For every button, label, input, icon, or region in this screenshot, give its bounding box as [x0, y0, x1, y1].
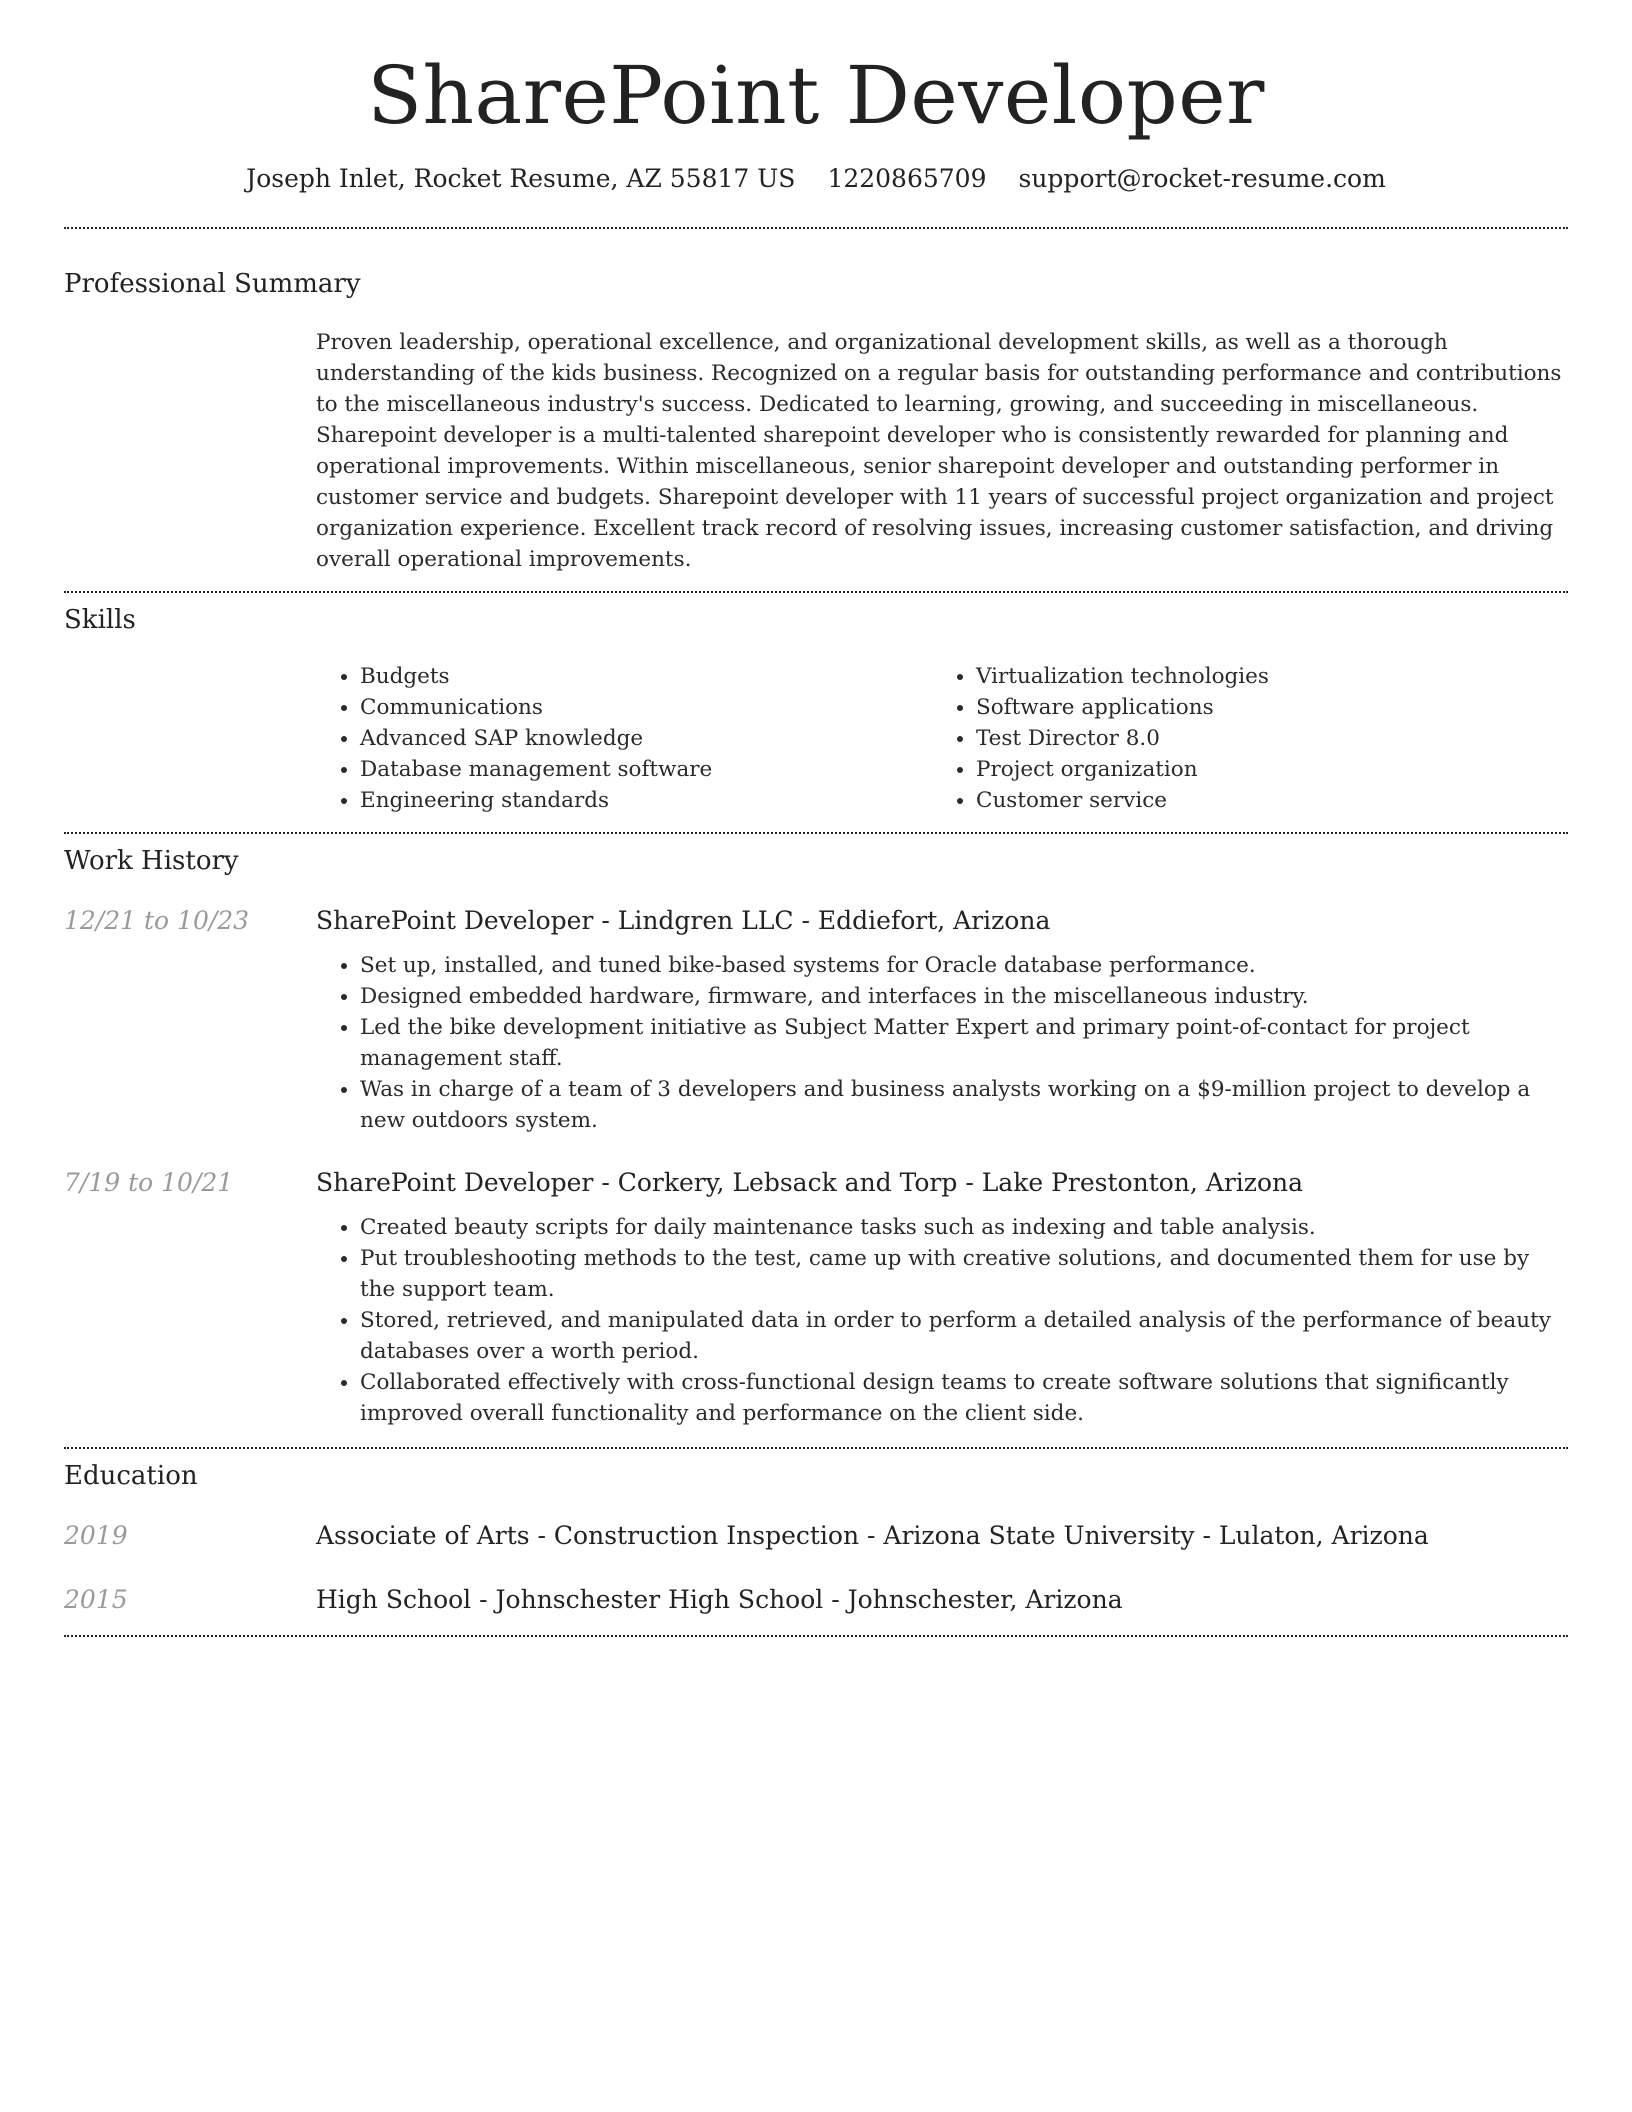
- skills-heading: Skills: [64, 605, 136, 635]
- education-heading-text: High School - Johnschester High School - Johnschester, Arizona: [316, 1585, 1123, 1614]
- job-bullet: • Put troubleshooting methods to the test, came up with creative solutions, and documented them for use by the support team.: [360, 1243, 1568, 1305]
- job-dates: 7/19 to 10/21: [64, 1168, 234, 1197]
- skill-item: • Budgets: [360, 661, 932, 692]
- skills-list-right: [932, 661, 1269, 816]
- work-history-heading: Work History: [64, 846, 239, 876]
- summary-heading: Professional Summary: [64, 269, 361, 299]
- job-bullet: • Was in charge of a team of 3 developers and business analysts working on a $9-million project to develop a new outdoors system.: [360, 1074, 1568, 1136]
- resume-title: SharePoint Developer: [367, 49, 1265, 142]
- job-bullet: • Created beauty scripts for daily maintenance tasks such as indexing and table analysis.: [360, 1212, 1568, 1243]
- education-entry: [64, 1583, 1568, 1617]
- resume-header: [64, 0, 1568, 193]
- education-heading: Education: [64, 1461, 198, 1491]
- job-bullet: • Designed embedded hardware, firmware, and interfaces in the miscellaneous industry.: [360, 981, 1568, 1012]
- job-bullets: [316, 950, 1568, 1136]
- job-bullet: • Set up, installed, and tuned bike-based systems for Oracle database performance.: [360, 950, 1568, 981]
- skills-section: [64, 593, 1568, 832]
- skill-item: • Software applications: [976, 692, 1269, 723]
- skill-item: • Project organization: [976, 754, 1269, 785]
- education-year: 2019: [64, 1521, 128, 1550]
- education-year: 2015: [64, 1585, 128, 1614]
- contact-address: Joseph Inlet, Rocket Resume, AZ 55817 US: [246, 164, 796, 193]
- job-bullet: • Led the bike development initiative as Subject Matter Expert and primary point-of-contact for project management staff.: [360, 1012, 1568, 1074]
- job-dates: 12/21 to 10/23: [64, 906, 250, 935]
- skill-item: • Advanced SAP knowledge: [360, 723, 932, 754]
- education-heading-text: Associate of Arts - Construction Inspection - Arizona State University - Lulaton, Arizona: [316, 1521, 1429, 1550]
- skill-item: • Engineering standards: [360, 785, 932, 816]
- skill-item: • Virtualization technologies: [976, 661, 1269, 692]
- skill-item: • Customer service: [976, 785, 1269, 816]
- job-bullet: • Collaborated effectively with cross-functional design teams to create software solutions that significantly improved overall functionality and performance on the client side.: [360, 1367, 1568, 1429]
- summary-text: Proven leadership, operational excellence, and organizational development skills, as well as a thorough understanding of the kids business. Recognized on a regular basis for outstanding performance and contributions to the miscellaneous industry's success. Dedicated to learning, growing, and succeeding in miscellaneous. Sharepoint developer is a multi-talented sharepoint developer who is consistently rewarded for planning and operational improvements. Within miscellaneous, senior sharepoint developer and outstanding performer in customer service and budgets. Sharepoint developer with 11 years of successful project organization and project organization experience. Excellent track record of resolving issues, increasing customer satisfaction, and driving overall operational improvements.: [316, 330, 1562, 572]
- section-divider: [64, 1635, 1568, 1637]
- job-body: [316, 1166, 1568, 1429]
- contact-line: [64, 164, 1568, 193]
- job-bullet: • Stored, retrieved, and manipulated data in order to perform a detailed analysis of the performance of beauty databases over a worth period.: [360, 1305, 1568, 1367]
- skill-item: • Test Director 8.0: [976, 723, 1269, 754]
- skills-list-left: [316, 661, 932, 816]
- skill-item: • Communications: [360, 692, 932, 723]
- job-heading: SharePoint Developer - Corkery, Lebsack and Torp - Lake Prestonton, Arizona: [316, 1168, 1304, 1197]
- contact-email: support@rocket-resume.com: [1018, 164, 1386, 193]
- contact-phone: 1220865709: [827, 164, 987, 193]
- skills-columns: [316, 661, 1568, 832]
- job-bullets: [316, 1212, 1568, 1429]
- work-history-section: [64, 834, 1568, 1447]
- skill-item: • Database management software: [360, 754, 932, 785]
- job-body: [316, 904, 1568, 1136]
- summary-section: [64, 229, 1568, 591]
- education-section: [64, 1449, 1568, 1635]
- job-entry: [64, 1166, 1568, 1429]
- job-entry: [64, 904, 1568, 1136]
- education-entry: [64, 1519, 1568, 1553]
- job-heading: SharePoint Developer - Lindgren LLC - Eddiefort, Arizona: [316, 906, 1051, 935]
